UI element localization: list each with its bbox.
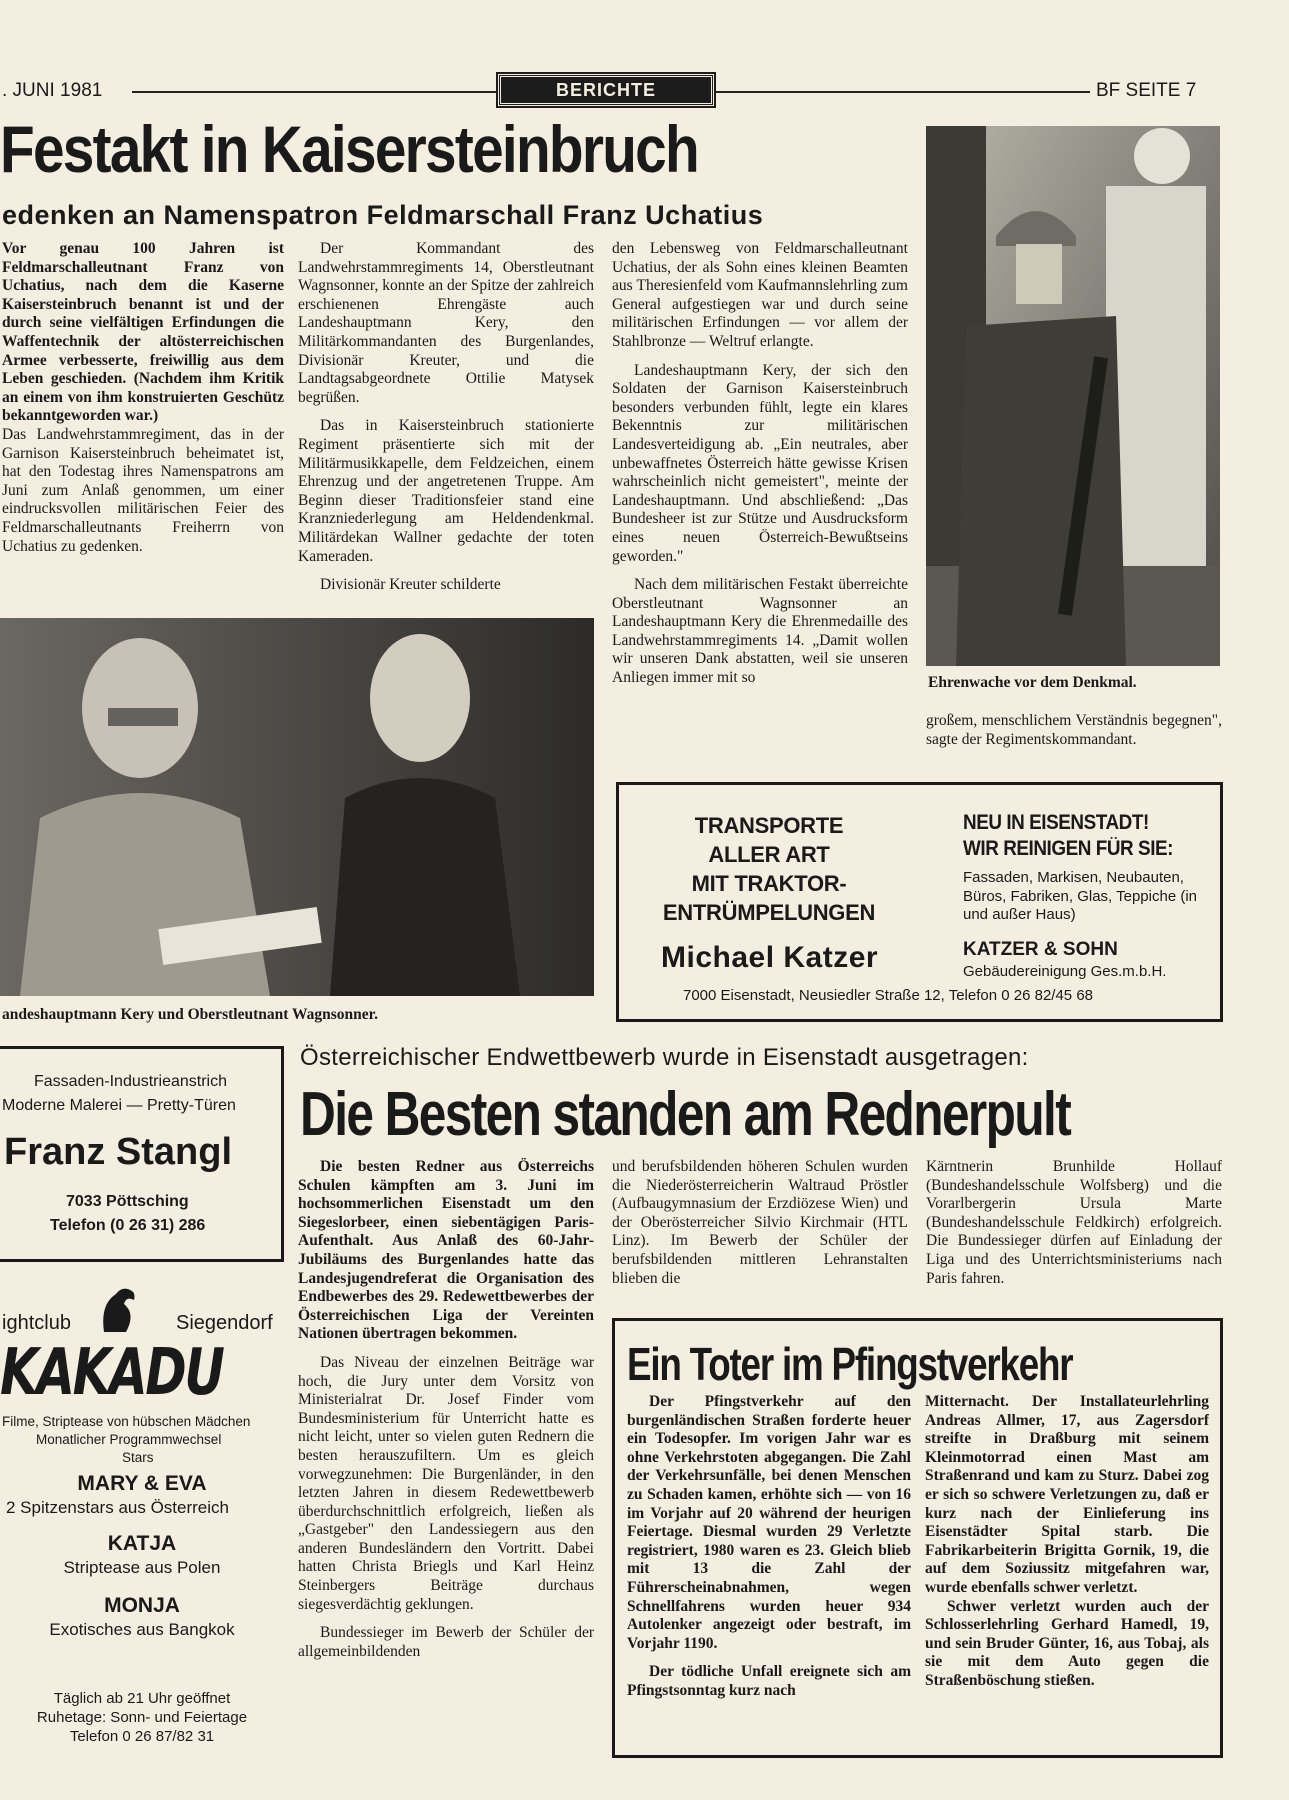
- article2-col2: [612, 1158, 908, 1308]
- soldier-photo-svg: [926, 126, 1220, 666]
- ad-katzer-firm: KATZER & SOHN: [963, 938, 1118, 960]
- ad-kakadu: [0, 1276, 284, 1648]
- article3-col1: [627, 1393, 911, 1755]
- ad-kakadu-l3: Stars: [122, 1450, 154, 1465]
- caption-officials: andeshauptmann Kery und Oberstleutnant Wagnsonner.: [2, 1006, 378, 1023]
- ad-kakadu-s2: KATJA: [107, 1532, 177, 1555]
- article1-col4-p1: großem, menschlichem Verständnis begegnen", sagte der Regimentskommandant.: [926, 712, 1222, 748]
- article3-col2-p2: Schwer verletzt wurden auch der Schlosserlehrling Gerhard Hamedl, 19, und sein Bruder Günter, 16, aus Tobaj, als sie mit dem Auto gegen die Straßenböschung stießen.: [925, 1597, 1209, 1689]
- article2-col2-text: und berufsbildenden höheren Schulen wurden die Niederösterreicherin Waltraud Pröstler (Aufbaugymnasium der Erzdiözese Wien) und der Oberösterreicher Silvio Kirchmair (HTL Linz). Im Bewerb der Schüler der berufsbildenden mittleren Lehranstalten blieben die: [612, 1158, 908, 1287]
- article3-col2: [925, 1393, 1209, 1755]
- ad-stangl-city: 7033 Pöttsching: [66, 1193, 189, 1210]
- ad-katzer-left: [649, 811, 889, 927]
- article2-col1: [298, 1158, 594, 1754]
- article2-col3: [926, 1158, 1222, 1308]
- article1-col2-p3: Divisionär Kreuter schilderte: [320, 576, 501, 594]
- ad-kakadu-s2d: Striptease aus Polen: [63, 1558, 221, 1577]
- ad-kakadu-top-right: Siegendorf: [176, 1312, 273, 1334]
- ad-kakadu-l2: Monatlicher Programmwechsel: [36, 1432, 222, 1447]
- ad-kakadu-s1: MARY & EVA: [77, 1472, 207, 1495]
- officials-photo: [0, 618, 594, 996]
- page-number: BF SEITE 7: [1096, 80, 1197, 101]
- article3-col1-p2: Der tödliche Unfall ereignete sich am Pfingstsonntag kurz nach: [627, 1663, 911, 1699]
- article1-col1-body: Das Landwehrstammregiment, das in der Garnison Kaisersteinbruch beheimatet ist, hat den Todestag ihres Namenspatrons am Juni zum Anlaß genommen, um einer eindrucksvollen militärischen Feier des Feldmarschalleutnants Freiherrn von Uchatius zu gedenken.: [2, 425, 284, 555]
- rooster-icon-svg: [96, 1284, 142, 1334]
- ad-katzer-list: Fassaden, Markisen, Neubauten, Büros, Fabriken, Glas, Teppiche (in und außer Haus): [963, 869, 1198, 923]
- ad-stangl-name: Franz Stangl: [4, 1131, 233, 1173]
- article3-title: Ein Toter im Pfingstverkehr: [627, 1338, 1073, 1390]
- section-label: [498, 74, 714, 106]
- article2-lead: Die besten Redner aus Österreichs Schulen kämpften am 3. Juni im hochsommerlichen Eisenstadt um den Siegeslorbeer, einen siebentägigen Paris-Aufenthalt. Aus Anlaß des 60-Jahr-Jubiläums des Burgenlandes hatte das Landesjugendreferat die Organisation des Endbewerbes des 29. Redewettbewerbes der Österreichischen Liga der Vereinten Nationen übertragen bekommen.: [298, 1158, 594, 1343]
- article3-box: [612, 1318, 1223, 1758]
- ad-kakadu-l1: Filme, Striptease von hübschen Mädchen: [2, 1414, 251, 1429]
- article2-col3-text: Kärntnerin Brunhilde Hollauf (Bundeshandelsschule Wolfsberg) und die Vorarlbergerin Ursula Marte (Bundeshandelsschule Feldkirch) erfolgreich. Die Bundessieger dürfen auf Einladung der Liga und des Unterrichtsministeriums nach Paris fahren.: [926, 1158, 1222, 1287]
- article1-col4: [926, 712, 1222, 772]
- ad-katzer-left-l1: TRANSPORTE: [694, 813, 844, 838]
- soldier-photo: [926, 126, 1220, 666]
- officials-photo-svg: [0, 618, 594, 996]
- ad-katzer-name: Michael Katzer: [661, 941, 879, 974]
- ad-kakadu-s1d: 2 Spitzenstars aus Österreich: [6, 1498, 229, 1517]
- article2-title: Die Besten standen am Rednerpult: [300, 1080, 1071, 1149]
- ad-katzer-left-l4: ENTRÜMPELUNGEN: [662, 900, 876, 925]
- article3-col2-p1: Mitternacht. Der Installateurlehrling Andreas Allmer, 17, aus Zagersdorf streifte in Draßburg mit seinem Kleinmotorrad einen Mast am Straßenrand und kam zu Sturz. Dabei zog er sich so schwere Verletzungen zu, daß er kurz nach der Einlieferung ins Eisenstädter Spital starb. Die Fabrikarbeiterin Brigitta Gornik, 19, die auf dem Soziussitz mitgefahren war, wurde ebenfalls schwer verletzt.: [925, 1393, 1209, 1596]
- ad-kakadu-f1: Täglich ab 21 Uhr geöffnet: [53, 1690, 231, 1707]
- article2-kicker: Österreichischer Endwettbewerb wurde in Eisenstadt ausgetragen:: [300, 1044, 1029, 1071]
- article1-col2-p2: Das in Kaisersteinbruch stationierte Regiment präsentierte sich mit der Militärmusikkapelle, dem Feldzeichen, einem Ehrenzug und der angetretenen Truppe. Am Beginn dieser Traditionsfeier stand eine Kranzniederlegung am Heldendenkmal. Militärdekan Wallner gedachte der toten Kameraden.: [298, 417, 594, 565]
- article1-col3-p3: Nach dem militärischen Festakt überreichte Oberstleutnant Wagnsonner an Landeshauptmann Kery die Ehrenmedaille des Landwehrstammregiments 14. „Damit wollen wir unseren Dank abstatten, weil sie unseren Anliegen immer mit so: [612, 576, 908, 687]
- header-date: . JUNI 1981: [2, 80, 103, 101]
- article1-subtitle: edenken an Namenspatron Feldmarschall Franz Uchatius: [2, 200, 764, 230]
- ad-kakadu-top-left: ightclub: [2, 1312, 71, 1334]
- ad-katzer-right: [963, 811, 1213, 980]
- caption-soldier: Ehrenwache vor dem Denkmal.: [928, 674, 1137, 691]
- article2-col1-p3: Bundessieger im Bewerb der Schüler der allgemeinbildenden: [298, 1624, 594, 1660]
- article1-col2: [298, 240, 594, 614]
- header-rule-left: [132, 91, 496, 93]
- ad-stangl-phone: Telefon (0 26 31) 286: [50, 1217, 206, 1234]
- article1-col1: [2, 240, 284, 614]
- ad-kakadu-s3d: Exotisches aus Bangkok: [49, 1620, 235, 1639]
- article1-col3-p2: Landeshauptmann Kery, der sich den Soldaten der Garnison Kaisersteinbruch besonders verbunden fühlt, legte ein klares Bekenntnis zur militärischen Landesverteidigung ab. „Ein neutrales, aber unbewaffnetes Österreich hätte gewisse Krisen wahrscheinlich nicht gemeistert", meinte der Landeshauptmann. Und abschließend: „Das Bundesheer ist zur Stütze und Ausdrucksform eines neuen Österreich-Bewußtseins geworden.": [612, 361, 908, 565]
- article1-title: Festakt in Kaisersteinbruch: [0, 112, 698, 186]
- ad-katzer-left-l3: MIT TRAKTOR-: [691, 871, 847, 896]
- ad-katzer-address: 7000 Eisenstadt, Neusiedler Straße 12, Telefon 0 26 82/45 68: [683, 987, 1094, 1004]
- ad-kakadu-logo: KAKADU: [0, 1336, 223, 1410]
- article3-col1-p1: Der Pfingstverkehr auf den burgenländischen Straßen forderte heuer ein Todesopfer. Im vorigen Jahr war es ohne Verkehrstoten abgegangen. Die Zahl der Verkehrsunfälle, bei denen Menschen zu Schaden kamen, erhöhte sich — von 16 im Vorjahr auf 20 während der heurigen Feiertage. Diesmal wurden 29 Verletzte registriert, 1980 waren es 23. Gleich blieb mit 13 die Zahl der Führerscheinabnahmen, wegen Schnellfahrens wurden heuer 934 Autolenker angezeigt oder bestraft, im Vorjahr 1190.: [627, 1393, 911, 1652]
- article1-lead: Vor genau 100 Jahren ist Feldmarschalleutnant Franz von Uchatius, nach dem die Kaserne Kaisersteinbruch benannt ist und der durch seine vielfältigen Erfindungen die Waffentechnik der altösterreichischen Armee verbesserte, freiwillig aus dem Leben geschieden. (Nachdem ihm Kritik an einem von ihm konstruierten Geschütz bekanntgeworden war.): [2, 240, 284, 425]
- article1-col3-p1: den Lebensweg von Feldmarschalleutnant Uchatius, der als Sohn eines kleinen Beamten aus Theresienfeld vom Kaufmannslehrling zum General aufgestiegen war und durch seine militärischen Erfindungen — vor allem der Stahlbronze — Weltruf erlangte.: [612, 240, 908, 350]
- ad-katzer-right-l1: NEU IN EISENSTADT!: [963, 811, 1149, 834]
- ad-katzer-firm-sub: Gebäudereinigung Ges.m.b.H.: [963, 962, 1167, 980]
- article1-col2-p1: Der Kommandant des Landwehrstammregiments 14, Oberstleutnant Wagnsonner, konnte an der Spitze der zahlreich erschienenen Ehrengäste auch Landeshauptmann Kery, den Militärkommandanten des Burgenlandes, Divisionär Kreuter, und die Landtagsabgeordnete Ottilie Matysek begrüßen.: [298, 240, 594, 406]
- rooster-icon: [96, 1284, 142, 1334]
- ad-katzer-left-l2: ALLER ART: [708, 842, 830, 867]
- ad-stangl-l1: Fassaden-Industrieanstrich: [34, 1073, 227, 1090]
- ad-katzer: [616, 782, 1223, 1022]
- ad-stangl: [0, 1046, 284, 1262]
- ad-kakadu-f2: Ruhetage: Sonn- und Feiertage: [36, 1709, 248, 1726]
- ad-katzer-right-l2: WIR REINIGEN FÜR SIE:: [963, 837, 1174, 860]
- ad-kakadu-f3: Telefon 0 26 87/82 31: [69, 1728, 215, 1745]
- ad-kakadu-s3: MONJA: [104, 1594, 180, 1617]
- article1-col3: [612, 240, 908, 768]
- ad-stangl-l2: Moderne Malerei — Pretty-Türen: [2, 1097, 236, 1114]
- section-text: BERICHTE: [555, 80, 656, 100]
- header-rule-right: [716, 91, 1090, 93]
- article2-col1-p2: Das Niveau der einzelnen Beiträge war hoch, die Jury unter dem Vorsitz von Ministerialrat Dr. Josef Finder vom Bundesministerium für Unterricht hatte es nicht leicht, unter so vielen guten Rednern die besten herauszufiltern. Um es gleich vorwegzunehmen: Die Burgenländer, in den letzten Jahren in diesem Redewettbewerb überdurchschnittlich erfolgreich, ließen als „Gastgeber" den Landessiegern aus den anderen Bundesländern den Vortritt. Dabei hatten Christa Briegls und Karl Heinz Steinbergers Beiträge durchaus siegesverdächtig geklungen.: [298, 1353, 594, 1613]
